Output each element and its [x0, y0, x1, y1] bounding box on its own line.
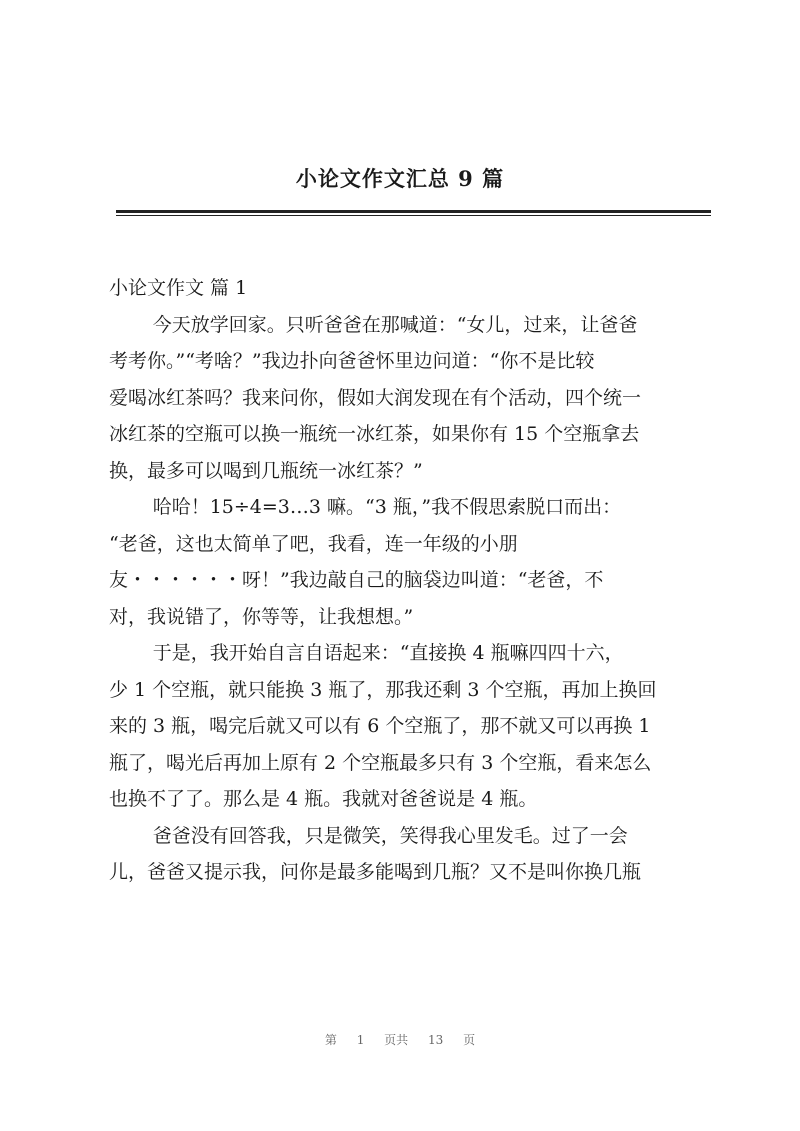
body-line: 今天放学回家。只听爸爸在那喊道：“女儿，过来，让爸爸 — [152, 313, 638, 336]
body-line: 爸爸没有回答我，只是微笑，笑得我心里发毛。过了一会 — [152, 824, 628, 847]
footer-page-number: 1 — [356, 1033, 365, 1047]
body-line: 哈哈！15÷4=3…3 嘛。“3 瓶，”我不假思索脱口而出： — [152, 496, 622, 518]
body-line: 爱喝冰红茶吗？我来问你，假如大润发现在有个活动，四个统一 — [109, 386, 642, 409]
body-line: 冰红茶的空瓶可以换一瓶统一冰红茶，如果你有 15 个空瓶拿去 — [109, 423, 640, 445]
title-rule-thick — [116, 210, 711, 213]
title-rule-thin — [116, 215, 711, 216]
body-line: 对，我说错了，你等等，让我想想。” — [109, 605, 414, 628]
page-footer — [0, 1031, 800, 1048]
body-line: 少 1 个空瓶，就只能换 3 瓶了，那我还剩 3 个空瓶，再加上换回 — [109, 678, 657, 701]
document-title: 小论文作文汇总 9 篇 — [295, 166, 505, 191]
body-line: 瓶了，喝光后再加上原有 2 个空瓶最多只有 3 个空瓶，看来怎么 — [109, 751, 652, 774]
body-line: 也换不了了。那么是 4 瓶。我就对爸爸说是 4 瓶。 — [109, 788, 538, 810]
body-line: 换，最多可以喝到几瓶统一冰红茶？” — [109, 459, 423, 482]
body-line: 儿，爸爸又提示我，问你是最多能喝到几瓶？又不是叫你换几瓶 — [109, 861, 642, 883]
body-line: 考考你。”“考啥？”我边扑向爸爸怀里边问道：“你不是比较 — [109, 350, 595, 372]
body-line: 来的 3 瓶，喝完后就又可以有 6 个空瓶了，那不就又可以再换 1 — [109, 715, 651, 737]
footer-suffix: 页 — [463, 1033, 476, 1047]
footer-total-pages: 13 — [428, 1033, 444, 1047]
footer-prefix: 第 — [324, 1033, 337, 1047]
document-body — [109, 270, 715, 891]
section-heading: 小论文作文 篇 1 — [109, 277, 248, 299]
footer-middle: 页共 — [384, 1033, 409, 1047]
body-line: 于是，我开始自言自语起来：“直接换 4 瓶嘛四四十六， — [152, 642, 624, 664]
body-line: “老爸，这也太简单了吧，我看，连一年级的小朋 — [109, 532, 518, 555]
body-line: 友・・・・・・呀！”我边敲自己的脑袋边叫道：“老爸，不 — [109, 569, 604, 591]
